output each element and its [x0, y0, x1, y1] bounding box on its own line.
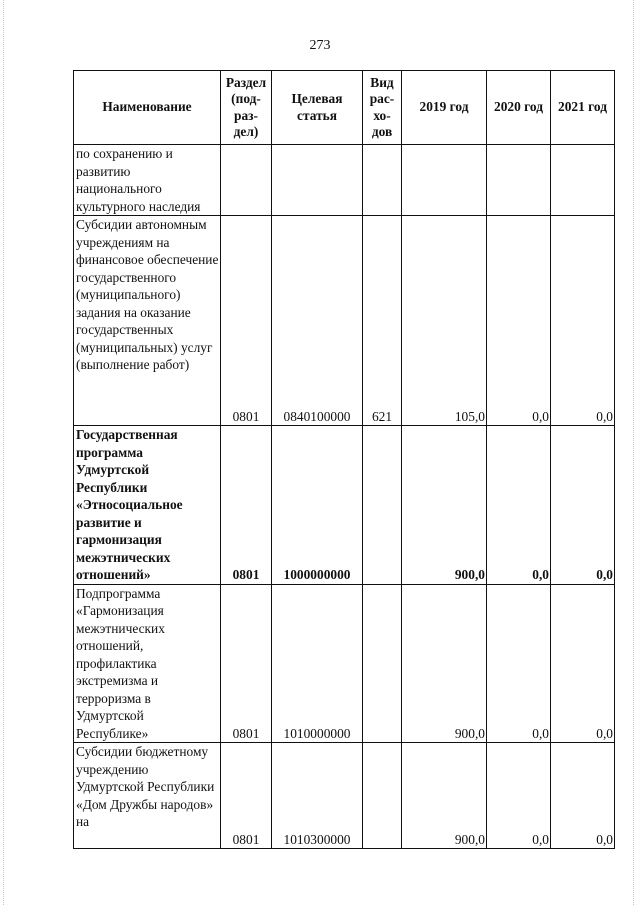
table-row [74, 743, 615, 849]
header-section: Раздел (под- раз- дел) [221, 71, 272, 145]
left-edge-marks [3, 0, 5, 905]
table-row [74, 584, 615, 743]
row-2020: 0,0 [487, 584, 551, 743]
row-section: 0801 [221, 743, 272, 849]
right-edge-marks [633, 0, 635, 905]
row-2021: 0,0 [551, 584, 615, 743]
page-number: 273 [309, 38, 331, 53]
table-header-row [74, 71, 615, 145]
row-section: 0801 [221, 216, 272, 426]
row-target [272, 145, 363, 216]
budget-table [73, 70, 615, 849]
row-2019: 900,0 [402, 743, 487, 849]
row-2021: 0,0 [551, 426, 615, 585]
row-section: 0801 [221, 426, 272, 585]
row-2019: 900,0 [402, 584, 487, 743]
row-name: Подпрограмма «Гармонизация межэтнических отношений, профилактика экстремизма и терроризма в Удмуртской Республике» [74, 584, 221, 743]
row-2019: 900,0 [402, 426, 487, 585]
header-target: Целевая статья [272, 71, 363, 145]
header-name: Наименование [74, 71, 221, 145]
table-row [74, 145, 615, 216]
row-2020: 0,0 [487, 216, 551, 426]
header-2019: 2019 год [402, 71, 487, 145]
row-target: 1010000000 [272, 584, 363, 743]
row-2021: 0,0 [551, 743, 615, 849]
row-target: 1000000000 [272, 426, 363, 585]
row-2021: 0,0 [551, 216, 615, 426]
row-expense-type: 621 [363, 216, 402, 426]
row-expense-type [363, 426, 402, 585]
row-expense-type [363, 743, 402, 849]
row-expense-type [363, 584, 402, 743]
row-2019: 105,0 [402, 216, 487, 426]
row-name: Субсидии автономным учреждениям на финансовое обеспечение государственного (муниципального) задания на оказание государственных (муниципальных) услуг (выполнение работ) [74, 216, 221, 426]
header-expense-type: Вид рас- хо- дов [363, 71, 402, 145]
row-name: Субсидии бюджетному учреждению Удмуртской Республики «Дом Дружбы народов» на [74, 743, 221, 849]
row-section [221, 145, 272, 216]
row-2020: 0,0 [487, 743, 551, 849]
row-2020 [487, 145, 551, 216]
row-name: по сохранению и развитию национального культурного наследия [74, 145, 221, 216]
header-2020: 2020 год [487, 71, 551, 145]
row-2020: 0,0 [487, 426, 551, 585]
row-expense-type [363, 145, 402, 216]
row-2021 [551, 145, 615, 216]
row-target: 1010300000 [272, 743, 363, 849]
row-target: 0840100000 [272, 216, 363, 426]
table-row [74, 426, 615, 585]
row-name: Государственная программа Удмуртской Республики «Этносоциальное развитие и гармонизация межэтнических отношений» [74, 426, 221, 585]
row-section: 0801 [221, 584, 272, 743]
header-2021: 2021 год [551, 71, 615, 145]
row-2019 [402, 145, 487, 216]
table-row [74, 216, 615, 426]
